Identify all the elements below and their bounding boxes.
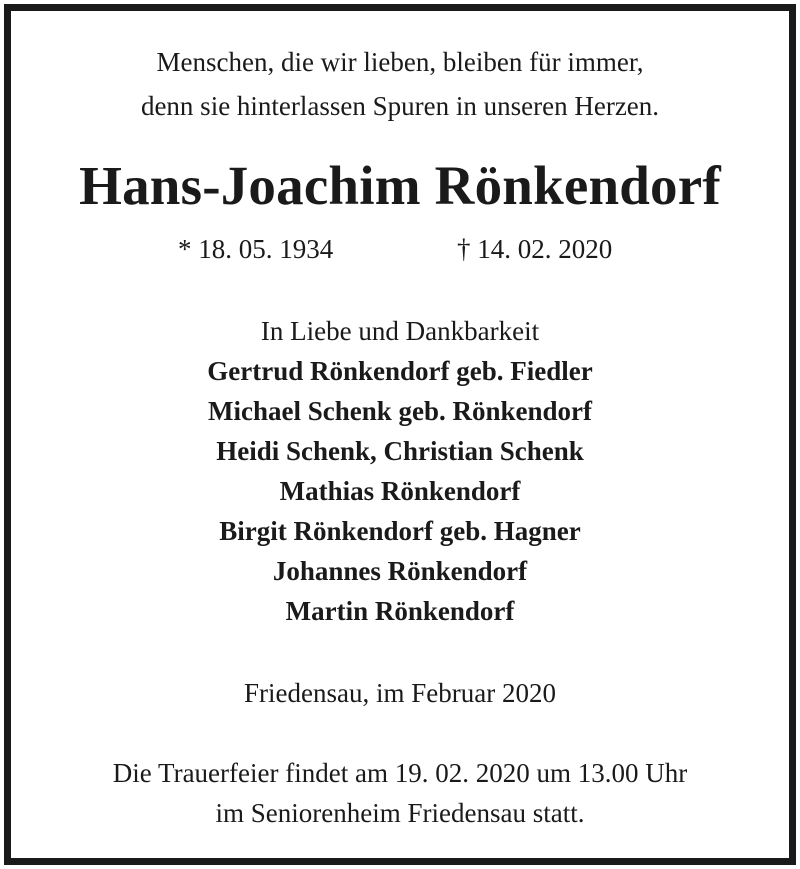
verse-line-1: Menschen, die wir lieben, bleiben für immer,: [156, 47, 644, 77]
mourner-name: Johannes Rönkendorf: [272, 556, 528, 586]
mourner-name: Heidi Schenk, Christian Schenk: [216, 436, 584, 466]
intro-text: In Liebe und Dankbarkeit: [260, 316, 540, 346]
mourner-name: Martin Rönkendorf: [285, 596, 515, 626]
obituary-notice: [4, 4, 796, 865]
ceremony-line-1: Die Trauerfeier findet am 19. 02. 2020 um 13.00 Uhr: [112, 758, 688, 788]
birth-date: * 18. 05. 1934: [178, 234, 334, 264]
verse-line-2: denn sie hinterlassen Spuren in unseren Herzen.: [140, 91, 660, 121]
place-and-date: Friedensau, im Februar 2020: [244, 678, 556, 708]
mourner-name: Birgit Rönkendorf geb. Hagner: [219, 516, 581, 546]
ceremony-line-2: im Seniorenheim Friedensau statt.: [215, 798, 585, 828]
mourner-name: Mathias Rönkendorf: [279, 476, 521, 506]
mourner-name: Michael Schenk geb. Rönkendorf: [207, 396, 593, 426]
mourner-name: Gertrud Rönkendorf geb. Fiedler: [207, 356, 593, 386]
death-date: † 14. 02. 2020: [457, 234, 613, 264]
deceased-name: Hans-Joachim Rönkendorf: [79, 155, 721, 216]
